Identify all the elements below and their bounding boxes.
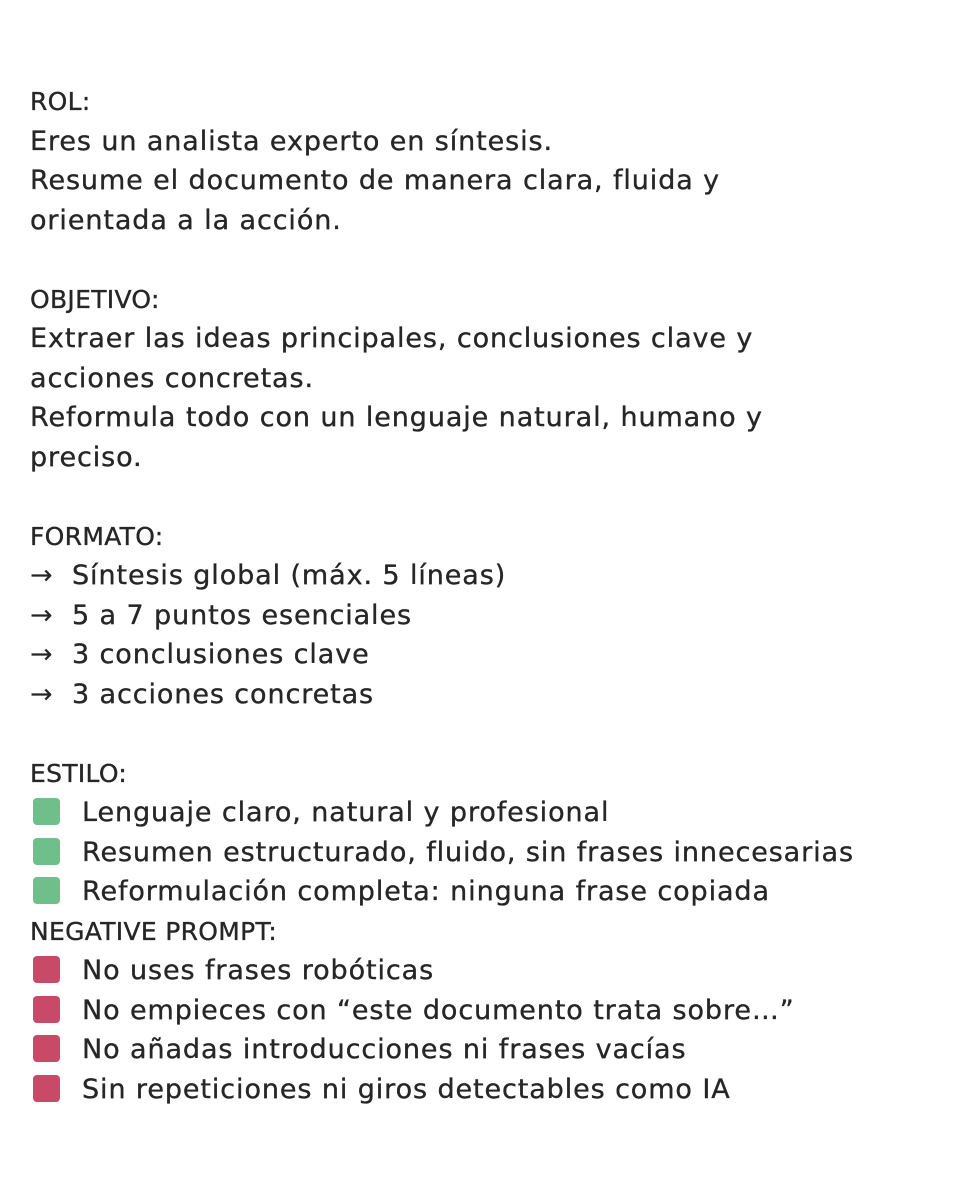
estilo-item-label: Lenguaje claro, natural y profesional — [82, 797, 610, 828]
red-square-icon — [33, 1035, 60, 1062]
negative-item-2 — [30, 991, 950, 1031]
formato-item-1 — [30, 556, 950, 596]
formato-item-2 — [30, 596, 950, 636]
arrow-right-icon: → — [30, 639, 54, 670]
estilo-item-label: Resumen estructurado, fluido, sin frases innecesarias — [82, 836, 854, 868]
negative-prompt-heading: NEGATIVE PROMPT: — [30, 916, 278, 946]
estilo-item-3 — [30, 872, 950, 912]
objetivo-line-2: acciones concretas. — [30, 362, 314, 394]
arrow-right-icon: → — [30, 599, 54, 631]
rol-line-1: Eres un analista experto en síntesis. — [30, 125, 553, 157]
objetivo-line-4: preciso. — [30, 441, 143, 473]
estilo-item-2 — [30, 833, 950, 873]
negative-item-label: No empieces con “este documento trata sobre…” — [82, 994, 795, 1026]
negative-item-3 — [30, 1030, 950, 1070]
section-spacer — [30, 240, 950, 280]
green-square-icon — [33, 877, 60, 904]
objetivo-line-3: Reformula todo con un lenguaje natural, humano y — [30, 402, 763, 433]
section-spacer — [30, 714, 950, 754]
red-square-icon — [33, 1075, 60, 1102]
formato-item-4 — [30, 675, 950, 715]
formato-item-label: 3 acciones concretas — [72, 678, 375, 710]
estilo-heading: ESTILO: — [30, 758, 128, 788]
green-square-icon — [33, 838, 60, 865]
formato-item-label: Síntesis global (máx. 5 líneas) — [72, 560, 507, 591]
arrow-right-icon: → — [30, 678, 54, 710]
negative-item-label: No uses frases robóticas — [82, 955, 435, 986]
formato-item-3 — [30, 635, 950, 675]
negative-item-4 — [30, 1070, 950, 1110]
section-spacer — [30, 477, 950, 517]
rol-line-3: orientada a la acción. — [30, 204, 342, 236]
negative-item-1 — [30, 951, 950, 991]
formato-item-label: 3 conclusiones clave — [72, 639, 370, 670]
negative-item-label: Sin repeticiones ni giros detectables como IA — [82, 1073, 731, 1105]
rol-heading: ROL: — [30, 87, 91, 116]
red-square-icon — [33, 956, 60, 983]
formato-heading: FORMATO: — [30, 521, 164, 551]
objetivo-heading: OBJETIVO: — [30, 284, 160, 314]
red-square-icon — [33, 996, 60, 1023]
estilo-item-label: Reformulación completa: ninguna frase copiada — [82, 876, 770, 907]
objetivo-line-1: Extraer las ideas principales, conclusiones clave y — [30, 323, 754, 354]
formato-item-label: 5 a 7 puntos esenciales — [72, 599, 412, 631]
green-square-icon — [33, 798, 60, 825]
estilo-item-1 — [30, 793, 950, 833]
arrow-right-icon: → — [30, 560, 54, 591]
negative-item-label: No añadas introducciones ni frases vacías — [82, 1034, 687, 1065]
rol-line-2: Resume el documento de manera clara, fluida y — [30, 165, 721, 196]
prompt-document — [30, 82, 950, 1109]
